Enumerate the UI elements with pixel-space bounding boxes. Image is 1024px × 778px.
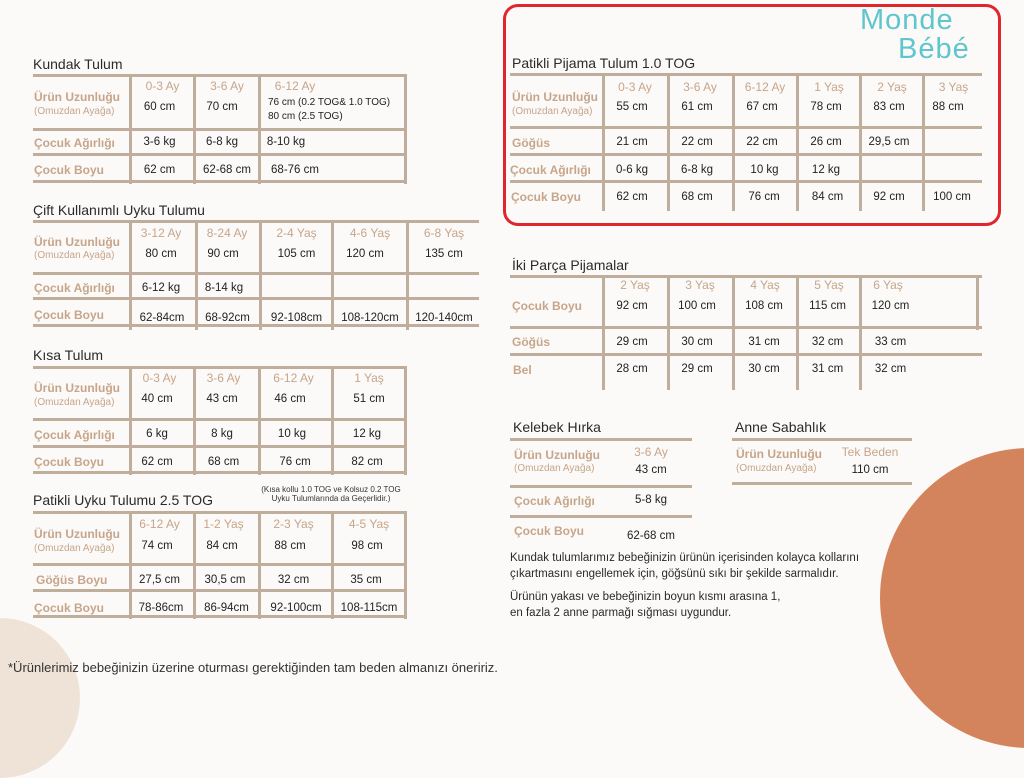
row-label-urun-uzunlugu: Ürün Uzunluğu xyxy=(34,235,120,249)
cell-value: 108 cm xyxy=(745,300,783,312)
cell-value: 62 cm xyxy=(141,456,173,468)
cell-value: 68-92cm xyxy=(205,312,250,324)
divider xyxy=(732,482,912,485)
cell-value: 80 cm xyxy=(145,248,177,260)
cell-value: 84 cm xyxy=(811,191,844,203)
row-label-gogus: Göğüs xyxy=(512,335,550,349)
cell-value: 43 cm xyxy=(206,393,238,405)
row-label-sub: (Omuzdan Ayağa) xyxy=(736,463,817,474)
row-label-cocuk-agirligi: Çocuk Ağırlığı xyxy=(510,163,591,177)
column-header: 5 Yaş xyxy=(814,278,844,292)
divider xyxy=(33,74,407,77)
divider xyxy=(510,73,982,76)
patikli25-title: Patikli Uyku Tulumu 2.5 TOG xyxy=(33,492,213,508)
cell-value: 26 cm xyxy=(810,136,842,148)
cell-value: 98 cm xyxy=(351,540,383,552)
decorative-circle-orange xyxy=(880,448,1024,748)
cell-value: 30 cm xyxy=(681,336,713,348)
cell-value: 6-12 kg xyxy=(141,282,181,294)
cell-value: 90 cm xyxy=(207,248,239,260)
column-header: 4 Yaş xyxy=(750,278,780,292)
cell-value: 74 cm xyxy=(141,540,173,552)
divider xyxy=(510,485,692,488)
decorative-circle-beige xyxy=(0,618,80,778)
divider xyxy=(510,126,982,129)
row-label-cocuk-agirligi: Çocuk Ağırlığı xyxy=(514,494,595,508)
column-header: 6-8 Yaş xyxy=(423,226,465,240)
column-header: 6 Yaş xyxy=(873,278,903,292)
divider xyxy=(510,326,982,329)
row-label-sub: (Omuzdan Ayağa) xyxy=(34,543,115,554)
divider xyxy=(33,589,407,592)
cell-value: 31 cm xyxy=(748,336,780,348)
column-header: 0-3 Ay xyxy=(618,80,652,94)
column-header: 3-6 Ay xyxy=(683,80,717,94)
cell-value: 92 cm xyxy=(873,191,905,203)
row-label-cocuk-agirligi: Çocuk Ağırlığı xyxy=(34,136,115,150)
cell-value: 110 cm xyxy=(851,464,889,476)
cell-value: 100 cm xyxy=(678,300,716,312)
cell-value: 46 cm xyxy=(274,393,306,405)
iki-title: İki Parça Pijamalar xyxy=(512,257,629,273)
column-header: 6-12 Ay xyxy=(273,371,314,385)
cell-value: 6-8 kg xyxy=(206,136,238,148)
patikli25-note: Uyku Tulumlarında da Geçerlidir.) xyxy=(271,494,391,503)
cell-value: 6 kg xyxy=(146,428,168,440)
divider xyxy=(33,324,479,327)
cell-value: 31 cm xyxy=(811,363,844,375)
cell-value: 22 cm xyxy=(681,136,713,148)
divider xyxy=(510,180,982,183)
column-header: 1 Yaş xyxy=(354,371,384,385)
cell-value: 8 kg xyxy=(211,428,233,440)
divider xyxy=(510,438,692,441)
cell-value: 82 cm xyxy=(351,456,383,468)
cell-value: 120 cm xyxy=(346,248,384,260)
cell-value: 29 cm xyxy=(616,336,648,348)
cell-value: 84 cm xyxy=(206,540,238,552)
footnote: *Ürünlerimiz bebeğinizin üzerine oturması gerektiğinden tam beden almanızı öneririz. xyxy=(8,660,498,675)
column-header: 0-3 Ay xyxy=(142,371,177,385)
cell-value: 62 cm xyxy=(616,191,648,203)
divider xyxy=(33,471,407,474)
cell-value: 62-84cm xyxy=(139,312,185,324)
cell-value: 108-120cm xyxy=(341,312,399,324)
cell-value: 29,5 cm xyxy=(868,136,910,148)
kisa-title: Kısa Tulum xyxy=(33,347,104,363)
row-label-sub: (Omuzdan Ayağa) xyxy=(514,463,595,474)
row-label-sub: (Omuzdan Ayağa) xyxy=(34,397,115,408)
row-label-gogus: Göğüs xyxy=(512,136,550,150)
divider xyxy=(404,366,407,475)
cell-value: 105 cm xyxy=(277,248,316,260)
brand-logo-line1: Monde xyxy=(860,4,954,36)
column-header: 3 Yaş xyxy=(685,278,715,292)
cell-value: 21 cm xyxy=(616,136,648,148)
divider xyxy=(976,275,979,330)
column-header: 4-6 Yaş xyxy=(349,226,391,240)
cell-value: 60 cm xyxy=(143,101,176,113)
cell-value: 88 cm xyxy=(274,540,306,552)
cell-value: 35 cm xyxy=(350,574,382,586)
row-label-gogus-boyu: Göğüs Boyu xyxy=(36,573,108,587)
column-header: 2 Yaş xyxy=(877,80,907,94)
brand-logo-line2: Bébé xyxy=(898,33,970,65)
cell-value: 27,5 cm xyxy=(139,574,180,586)
cell-value: 92-100cm xyxy=(270,602,322,614)
column-header: 3 Yaş xyxy=(938,80,969,94)
cell-value: 76 cm xyxy=(748,191,780,203)
cell-value: 62-68 cm xyxy=(203,164,251,176)
cell-value: 55 cm xyxy=(616,101,648,113)
divider xyxy=(510,515,692,518)
cell-value: 62-68 cm xyxy=(627,530,675,542)
column-header: 1 Yaş xyxy=(814,80,844,94)
cell-value: 8-10 kg xyxy=(266,136,306,148)
divider xyxy=(33,128,407,131)
column-header: 2 Yaş xyxy=(620,278,650,292)
cell-value: 76 cm xyxy=(279,456,311,468)
column-header: 6-12 Ay xyxy=(744,80,786,94)
column-header: 1-2 Yaş xyxy=(203,517,244,531)
cell-value: 22 cm xyxy=(746,136,778,148)
cell-value: 0-6 kg xyxy=(616,164,648,176)
column-header: 3-6 Ay xyxy=(210,79,244,93)
cell-value: 10 kg xyxy=(277,428,307,440)
divider xyxy=(33,220,479,223)
row-label-cocuk-boyu: Çocuk Boyu xyxy=(514,524,585,538)
anne-title: Anne Sabahlık xyxy=(735,419,827,435)
cell-value: 80 cm (2.5 TOG) xyxy=(268,111,343,122)
cell-value: 32 cm xyxy=(811,336,844,348)
patikli25-note: (Kısa kollu 1.0 TOG ve Kolsuz 0.2 TOG xyxy=(261,485,401,494)
cell-value: 108-115cm xyxy=(340,602,398,614)
divider xyxy=(404,74,407,184)
note-paragraph: en fazla 2 anne parmağı sığması uygundur. xyxy=(510,607,732,619)
cell-value: 6-8 kg xyxy=(681,164,713,176)
cell-value: 12 kg xyxy=(811,164,841,176)
cell-value: 135 cm xyxy=(425,248,463,260)
cell-value: 32 cm xyxy=(277,574,310,586)
cell-value: 33 cm xyxy=(874,336,907,348)
row-label-urun-uzunlugu: Ürün Uzunluğu xyxy=(512,90,598,104)
cell-value: 70 cm xyxy=(206,101,238,113)
cell-value: 5-8 kg xyxy=(635,494,667,506)
cell-value: 92 cm xyxy=(616,300,648,312)
cell-value: 62 cm xyxy=(143,164,176,176)
note-paragraph: Kundak tulumlarımız bebeğinizin ürünün içerisinden kolayca kollarını xyxy=(510,552,860,564)
divider xyxy=(33,297,479,300)
row-label-sub: (Omuzdan Ayağa) xyxy=(34,250,115,261)
column-header: 0-3 Ay xyxy=(145,79,180,93)
cell-value: 88 cm xyxy=(932,101,964,113)
pijama-title: Patikli Pijama Tulum 1.0 TOG xyxy=(512,55,696,71)
cell-value: 40 cm xyxy=(141,393,173,405)
row-label-urun-uzunlugu: Ürün Uzunluğu xyxy=(736,447,822,461)
cell-value: 51 cm xyxy=(353,393,385,405)
cell-value: 78 cm xyxy=(810,101,842,113)
divider xyxy=(33,153,407,156)
cell-value: 8-14 kg xyxy=(204,282,244,294)
row-label-sub: (Omuzdan Ayağa) xyxy=(34,106,115,117)
row-label-cocuk-boyu: Çocuk Boyu xyxy=(34,601,105,615)
column-header: Tek Beden xyxy=(841,445,899,459)
cell-value: 76 cm (0.2 TOG& 1.0 TOG) xyxy=(268,97,391,108)
row-label-cocuk-boyu: Çocuk Boyu xyxy=(34,308,105,322)
divider xyxy=(33,180,407,183)
cell-value: 68 cm xyxy=(681,191,713,203)
column-header: 6-12 Ay xyxy=(139,517,180,531)
cell-value: 61 cm xyxy=(681,101,713,113)
column-header: 3-6 Ay xyxy=(206,371,241,385)
row-label-cocuk-boyu: Çocuk Boyu xyxy=(511,190,582,204)
note-paragraph: çıkartmasını engellemek için, göğsünü sıkı bir şekilde sarmalıdır. xyxy=(510,568,839,580)
column-header: 8-24 Ay xyxy=(206,226,248,240)
row-label-sub: (Omuzdan Ayağa) xyxy=(512,106,593,117)
row-label-cocuk-agirligi: Çocuk Ağırlığı xyxy=(34,281,115,295)
row-label-urun-uzunlugu: Ürün Uzunluğu xyxy=(514,448,600,462)
cell-value: 28 cm xyxy=(616,363,648,375)
cell-value: 30,5 cm xyxy=(204,574,246,586)
row-label-cocuk-boyu: Çocuk Boyu xyxy=(512,299,583,313)
row-label-urun-uzunlugu: Ürün Uzunluğu xyxy=(34,90,120,104)
divider xyxy=(33,418,407,421)
column-header: 4-5 Yaş xyxy=(348,517,390,531)
cell-value: 92-108cm xyxy=(270,312,323,324)
cell-value: 12 kg xyxy=(352,428,382,440)
cell-value: 83 cm xyxy=(873,101,905,113)
column-header: 2-4 Yaş xyxy=(276,226,317,240)
cell-value: 3-6 kg xyxy=(143,136,176,148)
cell-value: 30 cm xyxy=(748,363,780,375)
divider xyxy=(510,353,982,356)
divider xyxy=(33,615,407,618)
cell-value: 120 cm xyxy=(871,300,910,312)
cell-value: 86-94cm xyxy=(204,602,249,614)
divider xyxy=(510,153,982,156)
cell-value: 78-86cm xyxy=(138,602,184,614)
divider xyxy=(33,563,407,566)
row-label-cocuk-boyu: Çocuk Boyu xyxy=(34,163,105,177)
cell-value: 115 cm xyxy=(809,300,846,312)
kelebek-title: Kelebek Hırka xyxy=(513,419,601,435)
cell-value: 43 cm xyxy=(635,464,667,476)
divider xyxy=(732,438,912,441)
cell-value: 68 cm xyxy=(207,456,240,468)
divider xyxy=(33,366,407,369)
column-header: 2-3 Yaş xyxy=(273,517,314,531)
divider xyxy=(404,511,407,619)
column-header: 3-12 Ay xyxy=(140,226,182,240)
cell-value: 32 cm xyxy=(874,363,907,375)
row-label-urun-uzunlugu: Ürün Uzunluğu xyxy=(34,527,120,541)
cell-value: 29 cm xyxy=(681,363,713,375)
kundak-title: Kundak Tulum xyxy=(33,56,123,72)
cift-title: Çift Kullanımlı Uyku Tulumu xyxy=(33,202,205,218)
column-header: 3-6 Ay xyxy=(634,445,668,459)
row-label-bel: Bel xyxy=(513,363,532,377)
cell-value: 67 cm xyxy=(746,101,778,113)
row-label-urun-uzunlugu: Ürün Uzunluğu xyxy=(34,381,120,395)
divider xyxy=(33,511,407,514)
cell-value: 68-76 cm xyxy=(271,164,319,176)
divider xyxy=(33,272,479,275)
row-label-cocuk-agirligi: Çocuk Ağırlığı xyxy=(34,428,115,442)
cell-value: 100 cm xyxy=(933,191,971,203)
cell-value: 10 kg xyxy=(750,164,779,176)
column-header: 6-12 Ay xyxy=(274,79,316,93)
row-label-cocuk-boyu: Çocuk Boyu xyxy=(34,455,105,469)
divider xyxy=(33,445,407,448)
cell-value: 120-140cm xyxy=(415,312,473,324)
note-paragraph: Ürünün yakası ve bebeğinizin boyun kısmı arasına 1, xyxy=(510,591,781,603)
